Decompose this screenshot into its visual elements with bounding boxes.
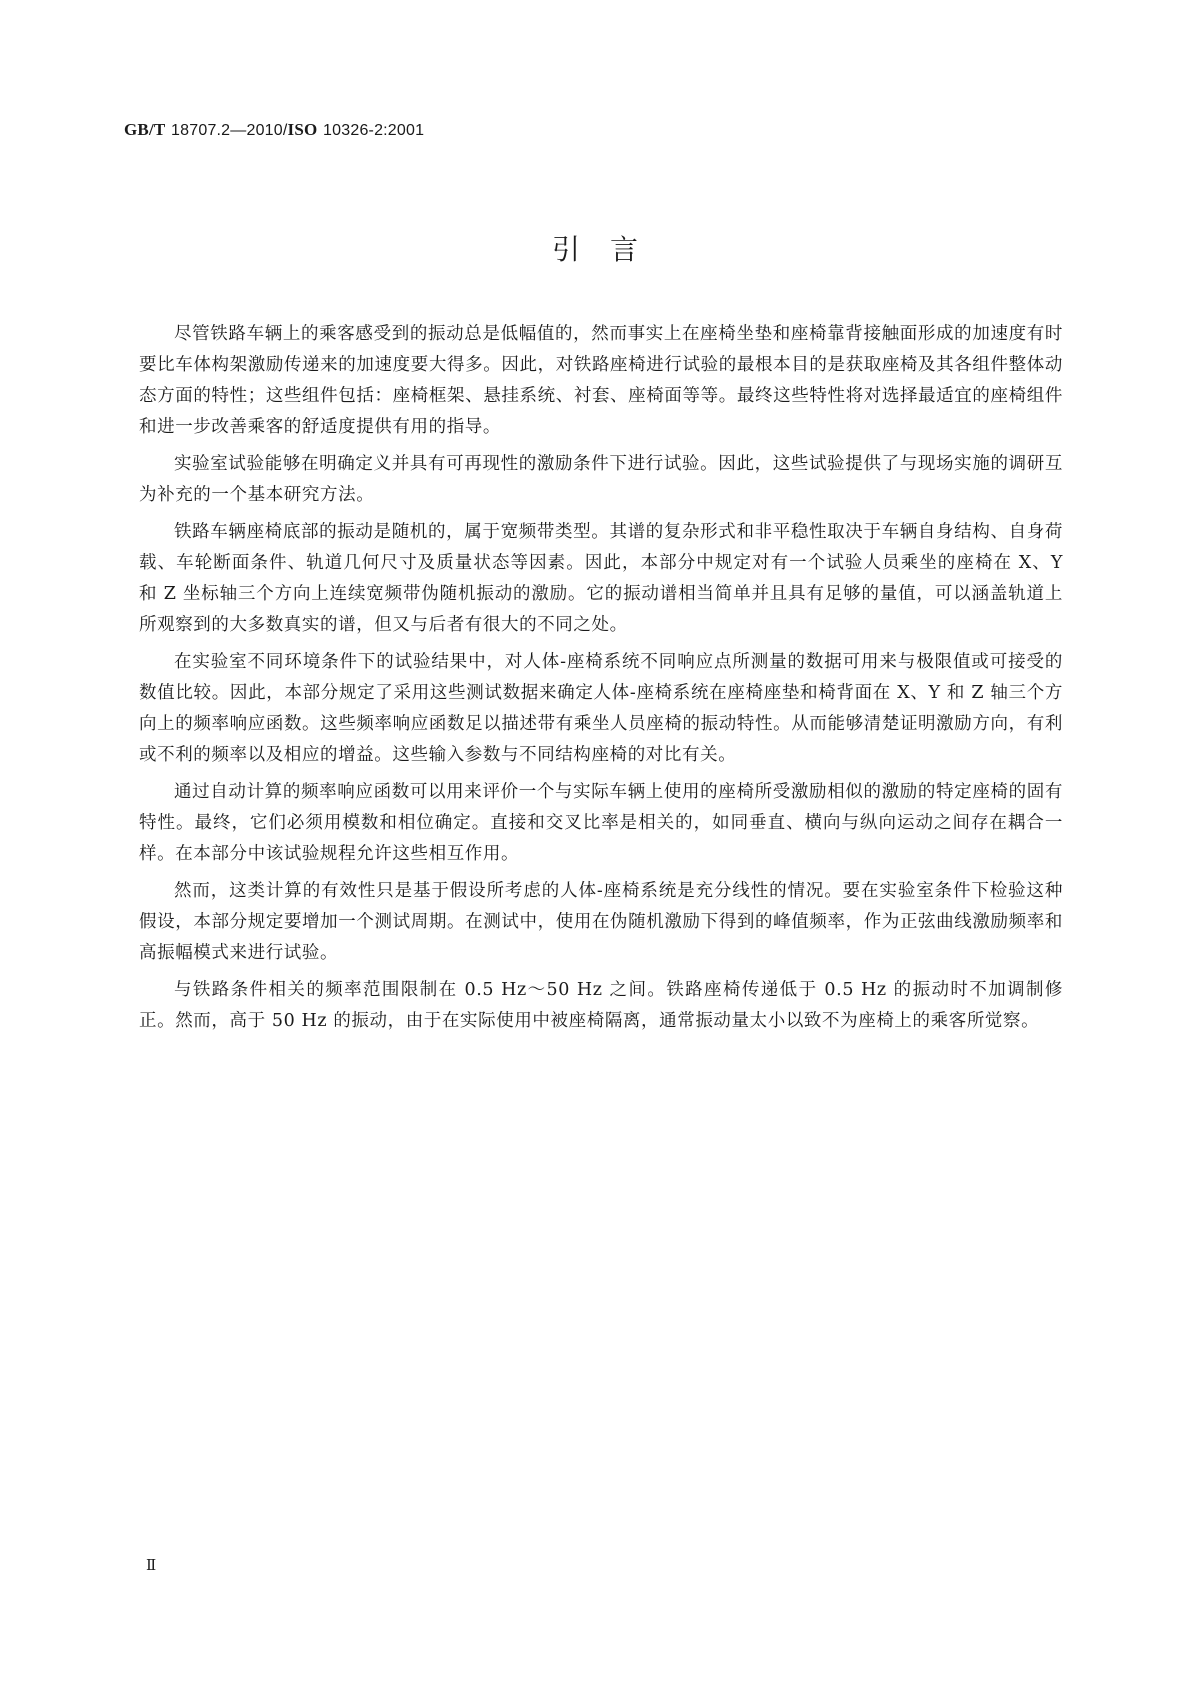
- iso-number: 10326-2:2001: [323, 122, 425, 139]
- iso-prefix: ISO: [287, 120, 318, 139]
- paragraph-3: 铁路车辆座椅底部的振动是随机的，属于宽频带类型。其谱的复杂形式和非平稳性取决于车辆自身结构、自身荷载、车轮断面条件、轨道几何尺寸及质量状态等因素。因此，本部分中规定对有一个试验人员乘坐的座椅在 X、Y 和 Z 坐标轴三个方向上连续宽频带伪随机振动的激励。它的振动谱相当简单并且具有足够的量值，可以涵盖轨道上所观察到的大多数真实的谱，但又与后者有很大的不同之处。: [139, 522, 1063, 635]
- document-header: [124, 120, 424, 140]
- introduction-body: [139, 319, 1063, 1043]
- paragraph-7: 与铁路条件相关的频率范围限制在 0.5 Hz～50 Hz 之间。铁路座椅传递低于 0.5 Hz 的振动时不加调制修正。然而，高于 50 Hz 的振动，由于在实际使用中被座椅隔离，通常振动量太小以致不为座椅上的乘客所觉察。: [139, 980, 1063, 1031]
- page-number: Ⅱ: [146, 1558, 157, 1574]
- paragraph-2: 实验室试验能够在明确定义并具有可再现性的激励条件下进行试验。因此，这些试验提供了与现场实施的调研互为补充的一个基本研究方法。: [139, 454, 1063, 505]
- page-title: 引 言: [551, 233, 639, 266]
- paragraph-4: 在实验室不同环境条件下的试验结果中，对人体-座椅系统不同响应点所测量的数据可用来与极限值或可接受的数值比较。因此，本部分规定了采用这些测试数据来确定人体-座椅系统在座椅座垫和椅背面在 X、Y 和 Z 轴三个方向上的频率响应函数。这些频率响应函数足以描述带有乘坐人员座椅的振动特性。从而能够清楚证明激励方向，有利或不利的频率以及相应的增益。这些输入参数与不同结构座椅的对比有关。: [139, 652, 1063, 765]
- standard-prefix: GB/T: [124, 120, 166, 139]
- paragraph-6: 然而，这类计算的有效性只是基于假设所考虑的人体-座椅系统是充分线性的情况。要在实验室条件下检验这种假设，本部分规定要增加一个测试周期。在测试中，使用在伪随机激励下得到的峰值频率，作为正弦曲线激励频率和高振幅模式来进行试验。: [139, 881, 1063, 963]
- standard-number: 18707.2—2010/: [171, 122, 288, 139]
- paragraph-5: 通过自动计算的频率响应函数可以用来评价一个与实际车辆上使用的座椅所受激励相似的激励的特定座椅的固有特性。最终，它们必须用模数和相位确定。直接和交叉比率是相关的，如同垂直、横向与纵向运动之间存在耦合一样。在本部分中该试验规程允许这些相互作用。: [139, 782, 1063, 864]
- paragraph-1: 尽管铁路车辆上的乘客感受到的振动总是低幅值的，然而事实上在座椅坐垫和座椅靠背接触面形成的加速度有时要比车体构架激励传递来的加速度要大得多。因此，对铁路座椅进行试验的最根本目的是获取座椅及其各组件整体动态方面的特性；这些组件包括：座椅框架、悬挂系统、衬套、座椅面等等。最终这些特性将对选择最适宜的座椅组件和进一步改善乘客的舒适度提供有用的指导。: [139, 324, 1063, 437]
